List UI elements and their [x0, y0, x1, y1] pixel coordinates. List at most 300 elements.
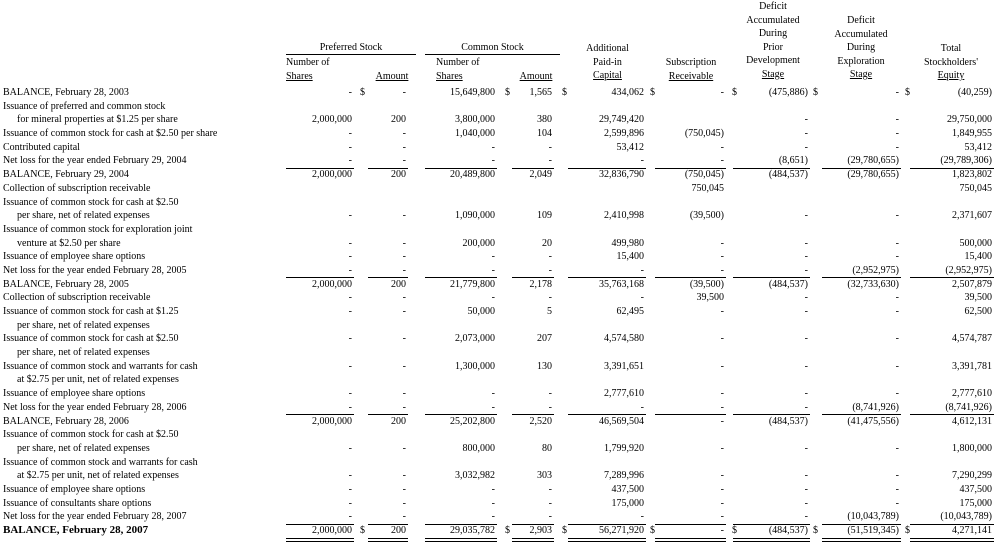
cell-value: - — [402, 388, 406, 400]
cell-value: - — [804, 128, 808, 140]
cell-value: - — [548, 155, 552, 167]
dollar-sign: $ — [813, 87, 818, 98]
row-label: per share, net of related expenses — [17, 319, 150, 331]
cell-value: - — [348, 237, 352, 249]
table-row — [0, 428, 995, 442]
cell-value: - — [548, 497, 552, 509]
cell-value: - — [548, 292, 552, 304]
table-row — [0, 373, 995, 387]
row-label: Collection of subscription receivable — [3, 182, 151, 194]
cell-value: 15,400 — [964, 251, 992, 263]
cell-value: 1,300,000 — [455, 360, 495, 372]
table-row — [0, 524, 995, 538]
cell-value: 20,489,800 — [450, 169, 495, 181]
table-row — [0, 100, 995, 114]
cell-value: - — [804, 264, 808, 276]
cell-value: - — [402, 497, 406, 509]
cell-value: - — [804, 511, 808, 523]
cell-value: - — [720, 155, 724, 167]
row-label: Issuance of common stock for cash at $2.50 — [3, 196, 179, 208]
cell-value: 109 — [537, 210, 552, 222]
cell-value: - — [548, 251, 552, 263]
cell-value: - — [640, 401, 644, 413]
cell-value: 62,495 — [616, 306, 644, 317]
cell-value: 130 — [537, 360, 552, 372]
cell-value: 2,000,000 — [312, 114, 352, 126]
cell-value: - — [402, 237, 406, 249]
cell-value: 4,574,580 — [604, 333, 644, 345]
cell-value: (39,500) — [689, 278, 724, 290]
table-row — [0, 86, 995, 100]
com-shares-header: Number of Shares — [436, 57, 480, 82]
dollar-sign: $ — [813, 525, 818, 536]
cell-value: 7,290,299 — [952, 470, 992, 482]
row-label: per share, net of related expenses — [17, 347, 150, 359]
row-label: Issuance of common stock and warrants for cash — [3, 456, 198, 468]
cell-value: - — [348, 401, 352, 413]
cell-value: 20 — [542, 237, 552, 249]
table-row — [0, 456, 995, 470]
total-rule — [425, 538, 497, 542]
cell-value: - — [348, 497, 352, 509]
table-row — [0, 401, 995, 415]
dollar-sign: $ — [360, 525, 365, 536]
cell-value: 3,032,982 — [455, 470, 495, 482]
total-rule — [286, 538, 354, 542]
row-label: Net loss for the year ended February 28, 2005 — [3, 264, 187, 276]
cell-value: - — [895, 360, 899, 372]
cell-value: 29,035,782 — [450, 525, 495, 536]
cell-value: 2,507,879 — [952, 278, 992, 290]
cell-value: - — [491, 141, 495, 153]
table-row — [0, 387, 995, 401]
cell-value: 175,000 — [611, 497, 644, 509]
table-row — [0, 113, 995, 127]
cell-value: - — [402, 141, 406, 153]
cell-value: 380 — [537, 114, 552, 126]
cell-value: 29,750,000 — [947, 114, 992, 126]
cell-value: - — [348, 128, 352, 140]
cell-value: 2,599,896 — [604, 128, 644, 140]
cell-value: (29,780,655) — [847, 169, 899, 181]
cell-value: 3,800,000 — [455, 114, 495, 126]
table-row — [0, 182, 995, 196]
cell-value: 500,000 — [959, 237, 992, 249]
dollar-sign: $ — [505, 87, 510, 98]
row-label: BALANCE, February 28, 2005 — [3, 278, 129, 290]
cell-value: 200 — [391, 169, 406, 181]
cell-value: (484,537) — [768, 169, 808, 181]
cell-value: - — [804, 360, 808, 372]
dollar-sign: $ — [905, 525, 910, 536]
cell-value: 104 — [537, 128, 552, 140]
row-label: Issuance of common stock and warrants for cash — [3, 360, 198, 372]
cell-value: - — [402, 292, 406, 304]
prior-dev-header: Deficit Accumulated During Prior Development Stage — [746, 1, 800, 80]
cell-value: 4,612,131 — [952, 415, 992, 427]
cell-value: - — [804, 483, 808, 495]
cell-value: 437,500 — [959, 483, 992, 495]
cell-value: 53,412 — [616, 141, 644, 153]
row-label: at $2.75 per unit, net of related expenses — [17, 470, 179, 482]
row-label: Issuance of employee share options — [3, 251, 146, 263]
cell-value: - — [348, 155, 352, 167]
cell-value: 3,391,651 — [604, 360, 644, 372]
row-label: BALANCE, February 29, 2004 — [3, 169, 129, 181]
cell-value: 21,779,800 — [450, 278, 495, 290]
cell-value: - — [402, 483, 406, 495]
cell-value: - — [895, 388, 899, 400]
cell-value: - — [402, 360, 406, 372]
cell-value: - — [804, 237, 808, 249]
cell-value: 200 — [391, 278, 406, 290]
cell-value: (750,045) — [684, 169, 724, 181]
table-row — [0, 332, 995, 346]
cell-value: 1,040,000 — [455, 128, 495, 140]
cell-value: - — [720, 470, 724, 482]
cell-value: - — [804, 497, 808, 509]
table-row — [0, 154, 995, 168]
cell-value: 32,836,790 — [599, 169, 644, 181]
row-label: Issuance of common stock for cash at $2.50 per share — [3, 128, 218, 140]
cell-value: - — [804, 292, 808, 304]
row-label: Contributed capital — [3, 141, 80, 153]
pref-amount-header: Amount — [375, 71, 409, 82]
cell-value: - — [402, 470, 406, 482]
cell-value: - — [895, 87, 899, 98]
cell-value: - — [895, 141, 899, 153]
cell-value: 35,763,168 — [599, 278, 644, 290]
table-row — [0, 319, 995, 333]
dollar-sign: $ — [562, 87, 567, 98]
cell-value: - — [402, 442, 406, 454]
cell-value: - — [804, 442, 808, 454]
cell-value: - — [895, 306, 899, 317]
cell-value: 2,371,607 — [952, 210, 992, 222]
cell-value: - — [548, 401, 552, 413]
cell-value: - — [348, 388, 352, 400]
cell-value: (8,741,926) — [945, 401, 992, 413]
cell-value: - — [491, 251, 495, 263]
cell-value: - — [348, 210, 352, 222]
cell-value: 3,391,781 — [952, 360, 992, 372]
table-row — [0, 469, 995, 483]
cell-value: - — [348, 470, 352, 482]
exploration-header: Deficit Accumulated During Exploration Stage — [834, 15, 888, 80]
cell-value: - — [895, 128, 899, 140]
cell-value: - — [720, 442, 724, 454]
cell-value: - — [348, 360, 352, 372]
cell-value: - — [402, 401, 406, 413]
cell-value: - — [640, 511, 644, 523]
cell-value: 7,289,996 — [604, 470, 644, 482]
cell-value: - — [491, 155, 495, 167]
cell-value: - — [402, 264, 406, 276]
row-label: Issuance of common stock for exploration joint — [3, 223, 193, 235]
dollar-sign: $ — [650, 87, 655, 98]
cell-value: - — [720, 415, 724, 427]
row-label: Net loss for the year ended February 28, 2006 — [3, 401, 187, 413]
table-row — [0, 209, 995, 223]
total-header: Total Stockholders' Equity — [923, 43, 979, 81]
row-label: per share, net of related expenses — [17, 210, 150, 222]
cell-value: (29,789,306) — [940, 155, 992, 167]
cell-value: 46,569,504 — [599, 415, 644, 427]
cell-value: - — [895, 292, 899, 304]
dollar-sign: $ — [360, 87, 365, 98]
cell-value: - — [895, 333, 899, 345]
cell-value: - — [720, 401, 724, 413]
cell-value: 2,000,000 — [312, 169, 352, 181]
row-label: Issuance of employee share options — [3, 388, 146, 400]
cell-value: - — [348, 292, 352, 304]
cell-value: 5 — [547, 306, 552, 317]
cell-value: 800,000 — [462, 442, 495, 454]
cell-value: - — [348, 333, 352, 345]
cell-value: (32,733,630) — [847, 278, 899, 290]
cell-value: - — [804, 141, 808, 153]
cell-value: 2,049 — [529, 169, 552, 181]
cell-value: 2,000,000 — [312, 525, 352, 536]
table-row — [0, 223, 995, 237]
cell-value: (10,043,789) — [940, 511, 992, 523]
row-label: Issuance of consultants share options — [3, 497, 152, 509]
dollar-sign: $ — [505, 525, 510, 536]
pref-shares-header: Number of Shares — [286, 57, 330, 82]
subscription-header: Subscription Receivable — [665, 57, 717, 82]
dollar-sign: $ — [732, 87, 737, 98]
cell-value: - — [804, 306, 808, 317]
cell-value: 499,980 — [611, 237, 644, 249]
cell-value: - — [491, 483, 495, 495]
cell-value: 437,500 — [611, 483, 644, 495]
cell-value: - — [402, 251, 406, 263]
cell-value: 2,410,998 — [604, 210, 644, 222]
cell-value: - — [640, 264, 644, 276]
cell-value: - — [402, 511, 406, 523]
row-label: BALANCE, February 28, 2007 — [3, 524, 149, 536]
cell-value: 2,777,610 — [604, 388, 644, 400]
table-row — [0, 237, 995, 251]
equity-table — [0, 86, 995, 538]
cell-value: 2,178 — [529, 278, 552, 290]
table-row — [0, 127, 995, 141]
cell-value: - — [548, 264, 552, 276]
cell-value: - — [348, 264, 352, 276]
cell-value: 15,649,800 — [450, 87, 495, 98]
cell-value: - — [402, 333, 406, 345]
cell-value: (8,741,926) — [852, 401, 899, 413]
cell-value: 2,000,000 — [312, 415, 352, 427]
cell-value: - — [348, 306, 352, 317]
table-row — [0, 291, 995, 305]
cell-value: 62,500 — [964, 306, 992, 317]
table-row — [0, 278, 995, 292]
cell-value: 25,202,800 — [450, 415, 495, 427]
cell-value: (484,537) — [768, 525, 808, 536]
cell-value: (484,537) — [768, 278, 808, 290]
cell-value: - — [491, 264, 495, 276]
cell-value: - — [895, 114, 899, 126]
cell-value: - — [491, 497, 495, 509]
cell-value: - — [720, 333, 724, 345]
cell-value: - — [720, 251, 724, 263]
cell-value: (29,780,655) — [847, 155, 899, 167]
cell-value: - — [548, 511, 552, 523]
cell-value: - — [895, 251, 899, 263]
dollar-sign: $ — [650, 525, 655, 536]
cell-value: - — [895, 237, 899, 249]
table-row — [0, 483, 995, 497]
cell-value: - — [720, 511, 724, 523]
cell-value: (10,043,789) — [847, 511, 899, 523]
cell-value: - — [720, 360, 724, 372]
cell-value: (750,045) — [684, 128, 724, 140]
cell-value: - — [402, 87, 406, 98]
dollar-sign: $ — [562, 525, 567, 536]
cell-value: (484,537) — [768, 415, 808, 427]
cell-value: (2,952,975) — [852, 264, 899, 276]
cell-value: - — [548, 141, 552, 153]
cell-value: (8,651) — [778, 155, 808, 167]
cell-value: 207 — [537, 333, 552, 345]
cell-value: - — [895, 442, 899, 454]
row-label: Net loss for the year ended February 29, 2004 — [3, 155, 187, 167]
table-row — [0, 196, 995, 210]
cell-value: - — [720, 264, 724, 276]
cell-value: 1,849,955 — [952, 128, 992, 140]
cell-value: - — [348, 251, 352, 263]
cell-value: - — [348, 141, 352, 153]
cell-value: 39,500 — [696, 292, 724, 304]
cell-value: 1,565 — [529, 87, 552, 98]
cell-value: 200 — [391, 415, 406, 427]
table-row — [0, 305, 995, 319]
total-rule — [655, 538, 726, 542]
cell-value: 80 — [542, 442, 552, 454]
cell-value: - — [491, 388, 495, 400]
cell-value: - — [804, 251, 808, 263]
cell-value: 2,903 — [529, 525, 552, 536]
cell-value: (475,886) — [768, 87, 808, 98]
cell-value: - — [402, 210, 406, 222]
cell-value: - — [720, 237, 724, 249]
com-amount-header: Amount — [519, 71, 553, 82]
cell-value: - — [804, 401, 808, 413]
cell-value: 1,799,920 — [604, 442, 644, 454]
cell-value: - — [895, 483, 899, 495]
cell-value: - — [720, 483, 724, 495]
cell-value: - — [804, 210, 808, 222]
row-label: Net loss for the year ended February 28, 2007 — [3, 511, 187, 523]
cell-value: 175,000 — [959, 497, 992, 509]
table-row — [0, 360, 995, 374]
cell-value: - — [804, 114, 808, 126]
cell-value: 15,400 — [616, 251, 644, 263]
cell-value: - — [640, 292, 644, 304]
cell-value: - — [491, 401, 495, 413]
total-rule — [568, 538, 646, 542]
table-row — [0, 415, 995, 429]
table-row — [0, 168, 995, 182]
row-label: Issuance of common stock for cash at $2.50 — [3, 429, 179, 441]
apic-header: Additional Paid-in Capital — [586, 43, 629, 81]
table-row — [0, 442, 995, 456]
row-label: BALANCE, February 28, 2006 — [3, 415, 129, 427]
cell-value: - — [895, 497, 899, 509]
table-row — [0, 250, 995, 264]
table-row — [0, 510, 995, 524]
cell-value: (41,475,556) — [847, 415, 899, 427]
total-rule — [733, 538, 810, 542]
cell-value: 200 — [391, 525, 406, 536]
table-row — [0, 497, 995, 511]
cell-value: - — [804, 333, 808, 345]
cell-value: - — [720, 525, 724, 536]
row-label: venture at $2.50 per share — [17, 237, 121, 249]
cell-value: 1,090,000 — [455, 210, 495, 222]
cell-value: - — [720, 388, 724, 400]
cell-value: (39,500) — [689, 210, 724, 222]
row-label: BALANCE, February 28, 2003 — [3, 87, 129, 98]
cell-value: - — [720, 306, 724, 317]
cell-value: 4,271,141 — [952, 525, 992, 536]
cell-value: 2,777,610 — [952, 388, 992, 400]
cell-value: - — [402, 128, 406, 140]
common-stock-header: Common Stock — [425, 42, 560, 55]
table-row — [0, 141, 995, 155]
cell-value: - — [491, 511, 495, 523]
row-label: for mineral properties at $1.25 per share — [17, 114, 178, 126]
cell-value: - — [720, 497, 724, 509]
cell-value: - — [402, 306, 406, 317]
cell-value: - — [720, 87, 724, 98]
cell-value: 2,000,000 — [312, 278, 352, 290]
cell-value: 303 — [537, 470, 552, 482]
preferred-stock-header: Preferred Stock — [286, 42, 416, 55]
cell-value: 39,500 — [964, 292, 992, 304]
cell-value: 56,271,920 — [599, 525, 644, 536]
total-rule — [910, 538, 994, 542]
cell-value: - — [348, 87, 352, 98]
total-rule — [368, 538, 408, 542]
cell-value: 50,000 — [467, 306, 495, 317]
cell-value: - — [804, 470, 808, 482]
row-label: Issuance of preferred and common stock — [3, 100, 166, 112]
total-rule — [822, 538, 901, 542]
table-row — [0, 346, 995, 360]
cell-value: 200,000 — [462, 237, 495, 249]
cell-value: 29,749,420 — [599, 114, 644, 126]
cell-value: (40,259) — [957, 87, 992, 98]
cell-value: - — [720, 141, 724, 153]
row-label: per share, net of related expenses — [17, 442, 150, 454]
cell-value: - — [402, 155, 406, 167]
cell-value: (2,952,975) — [945, 264, 992, 276]
cell-value: - — [348, 511, 352, 523]
cell-value: - — [348, 483, 352, 495]
cell-value: - — [491, 292, 495, 304]
row-label: Issuance of employee share options — [3, 483, 146, 495]
row-label: at $2.75 per unit, net of related expenses — [17, 374, 179, 386]
cell-value: - — [640, 155, 644, 167]
dollar-sign: $ — [905, 87, 910, 98]
cell-value: 53,412 — [964, 141, 992, 153]
cell-value: 1,800,000 — [952, 442, 992, 454]
table-row — [0, 264, 995, 278]
dollar-sign: $ — [732, 525, 737, 536]
cell-value: 2,520 — [529, 415, 552, 427]
